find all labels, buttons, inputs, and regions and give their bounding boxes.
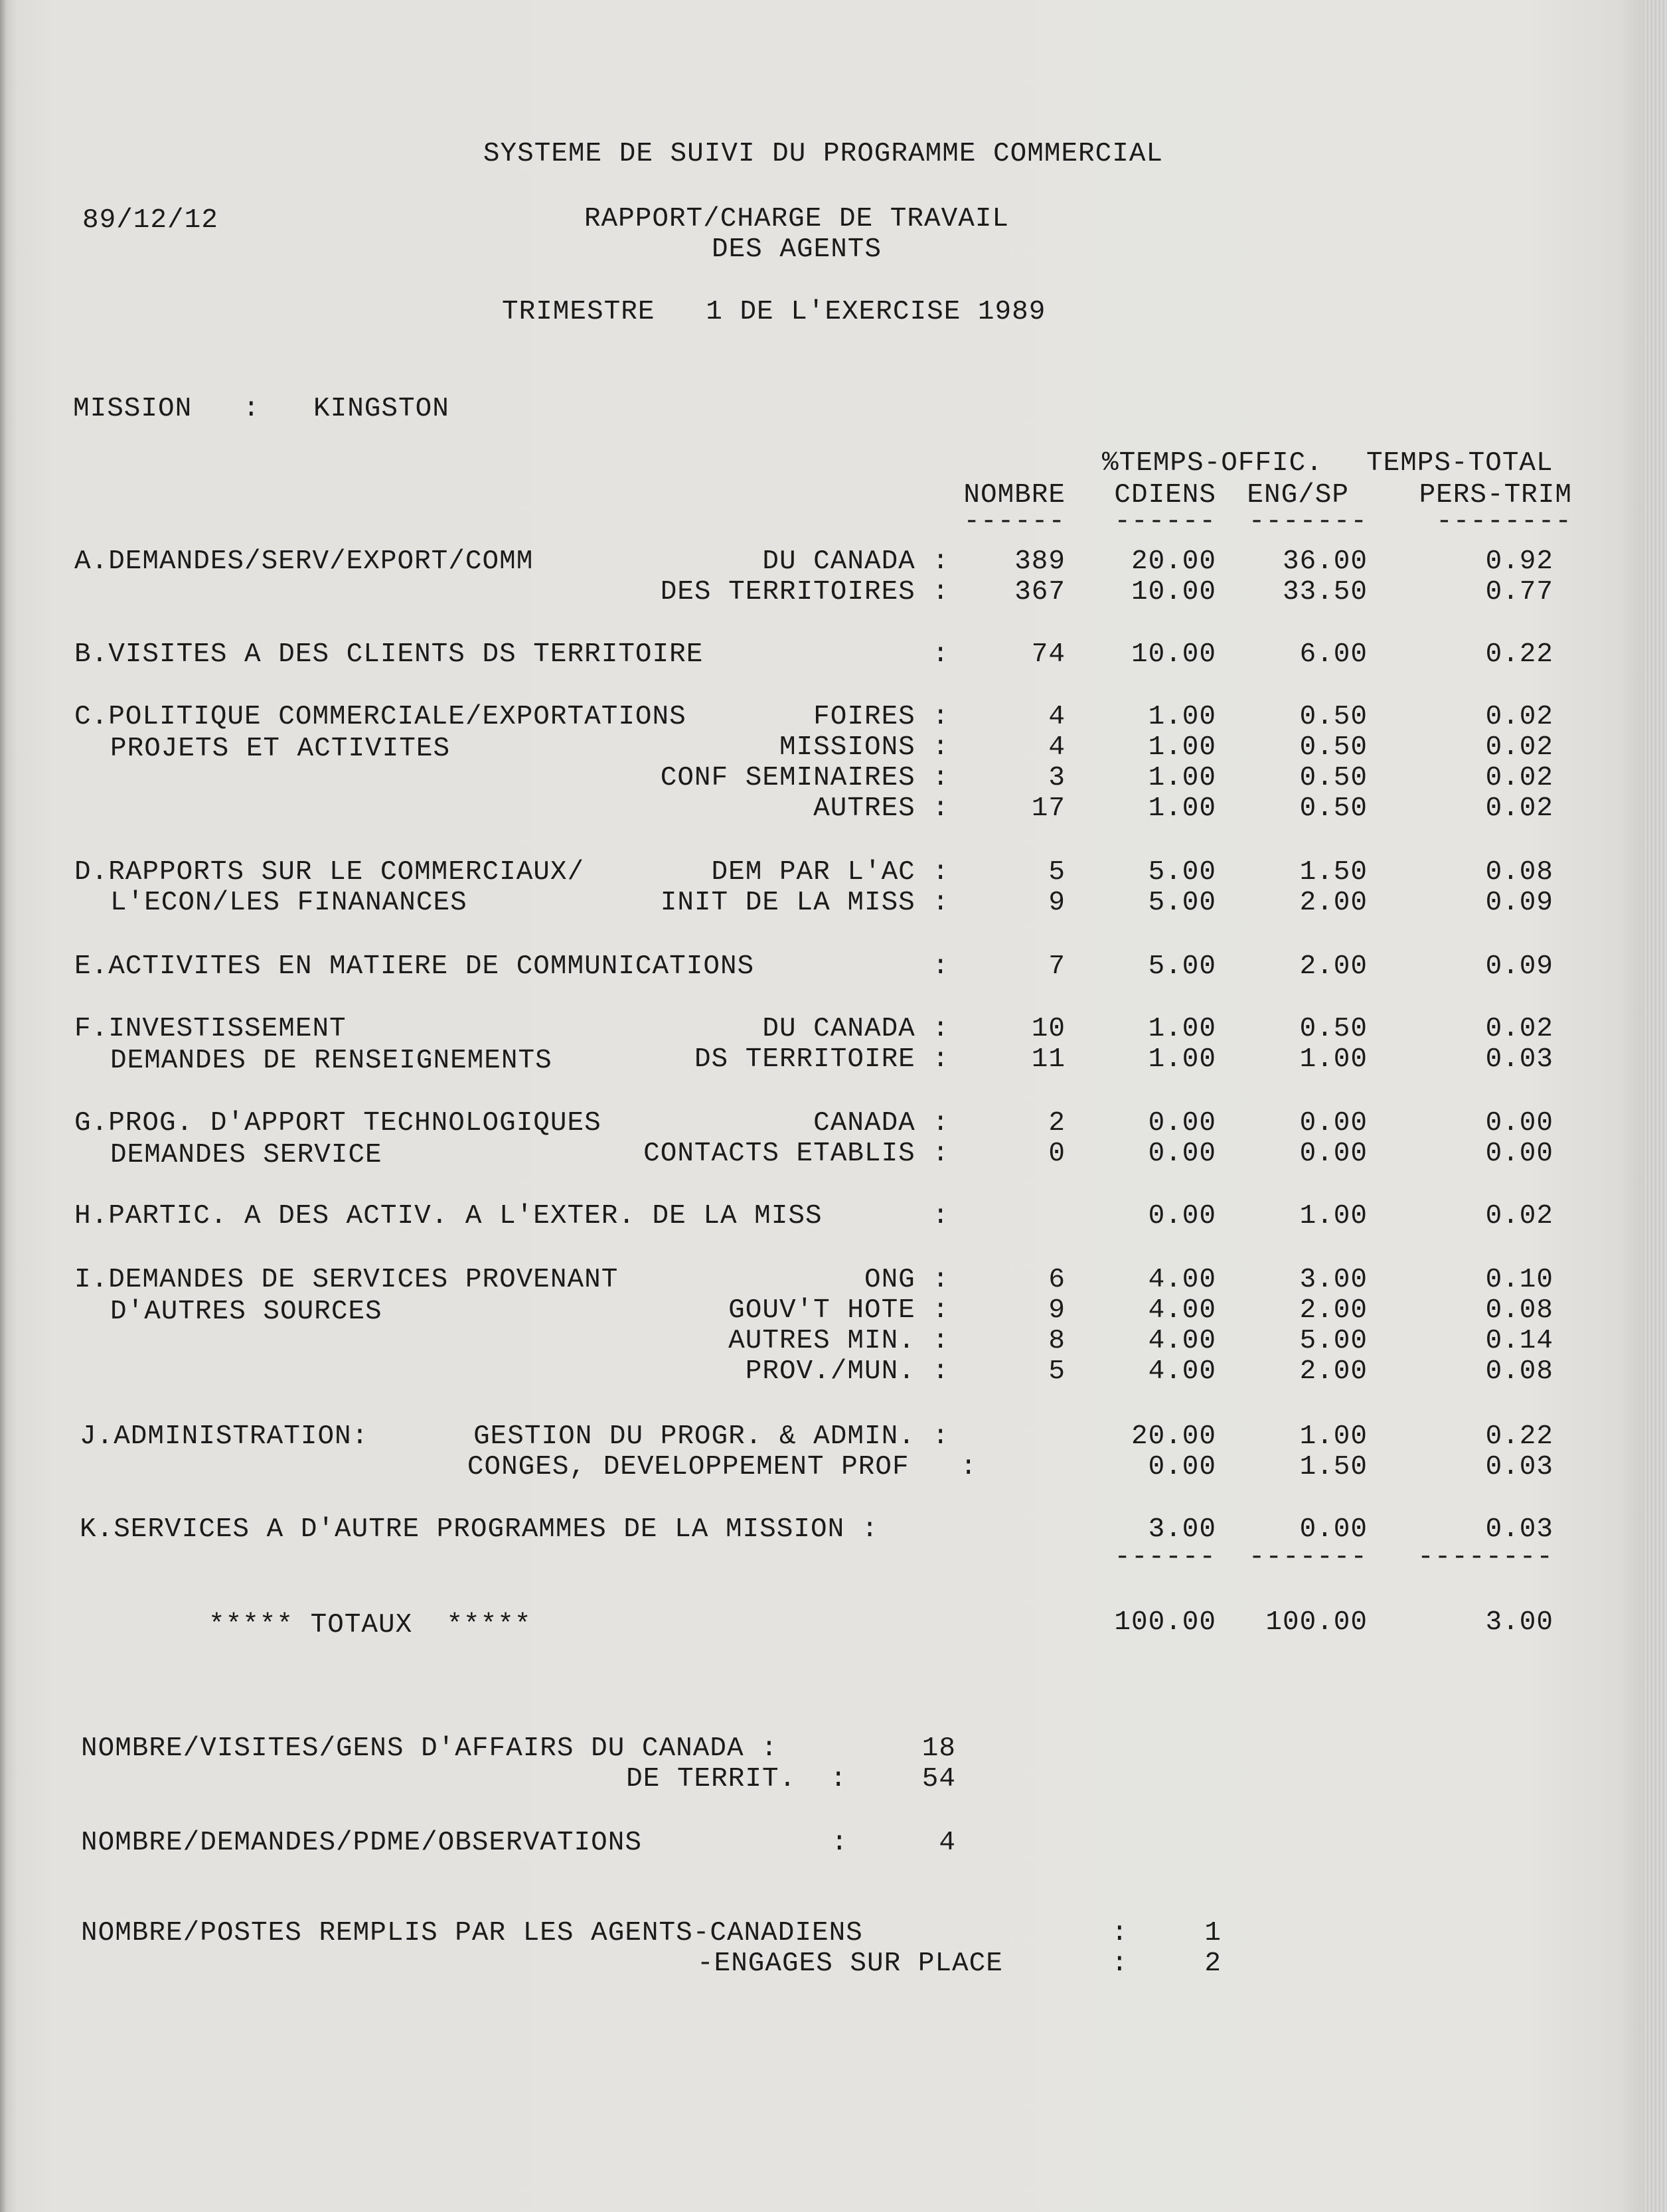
mission-label: MISSION : xyxy=(73,394,260,424)
section-a-row-1-sub: DU CANADA : xyxy=(762,546,949,577)
section-j-row-1-pers: 0.22 xyxy=(1485,1421,1553,1452)
section-i-row-3-pers: 0.14 xyxy=(1485,1326,1553,1356)
section-k-row-1-pers: 0.03 xyxy=(1485,1514,1553,1545)
section-c-row-1-cdiens: 1.00 xyxy=(1148,702,1216,732)
section-c-row-1-eng: 0.50 xyxy=(1299,702,1368,732)
footer-postes-colon: : xyxy=(1111,1918,1129,1948)
section-i-row-1-eng: 3.00 xyxy=(1299,1265,1368,1295)
section-c-row-3-cdiens: 1.00 xyxy=(1148,763,1216,793)
section-c-row-3-sub: CONF SEMINAIRES : xyxy=(660,763,949,793)
section-j-row-2-pers: 0.03 xyxy=(1485,1452,1553,1482)
footer-engages-value: 2 xyxy=(1204,1948,1222,1979)
section-c-row-1-pers: 0.02 xyxy=(1485,702,1553,732)
section-f-label-2: DEMANDES DE RENSEIGNEMENTS xyxy=(110,1046,552,1076)
section-a-row-2-cdiens: 10.00 xyxy=(1131,577,1216,607)
section-c-row-4-sub: AUTRES : xyxy=(813,793,949,824)
col-header-pers-trim: PERS-TRIM xyxy=(1419,480,1572,511)
section-c-row-2-nombre: 4 xyxy=(1048,732,1066,763)
section-d-row-2-sub: INIT DE LA MISS : xyxy=(660,888,949,918)
section-c-row-2-sub: MISSIONS : xyxy=(779,732,949,763)
section-d-row-1-pers: 0.08 xyxy=(1485,857,1553,888)
section-i-row-3-cdiens: 4.00 xyxy=(1148,1326,1216,1356)
section-f-row-1-pers: 0.02 xyxy=(1485,1014,1553,1044)
section-e-row-1-sub: : xyxy=(932,951,949,982)
section-e-row-1-pers: 0.09 xyxy=(1485,951,1553,982)
section-d-row-2-eng: 2.00 xyxy=(1299,888,1368,918)
section-k-label: K.SERVICES A D'AUTRE PROGRAMMES DE LA MISSION : xyxy=(80,1514,879,1545)
section-e-row-1-nombre: 7 xyxy=(1048,951,1066,982)
section-c-row-4-cdiens: 1.00 xyxy=(1148,793,1216,824)
section-c-row-3-eng: 0.50 xyxy=(1299,763,1368,793)
period-line: TRIMESTRE 1 DE L'EXERCISE 1989 xyxy=(502,297,1046,327)
section-k-row-1-eng: 0.00 xyxy=(1299,1514,1368,1545)
report-title-line-2: DES AGENTS xyxy=(711,234,882,265)
section-b-row-1-eng: 6.00 xyxy=(1299,639,1368,670)
col-header-nombre: NOMBRE xyxy=(963,480,1066,511)
section-c-row-1-sub: FOIRES : xyxy=(813,702,949,732)
col-rule-nombre: ------ xyxy=(963,507,1066,537)
section-d-row-2-pers: 0.09 xyxy=(1485,888,1553,918)
system-title: SYSTEME DE SUIVI DU PROGRAMME COMMERCIAL xyxy=(483,139,1164,169)
section-i-row-2-pers: 0.08 xyxy=(1485,1295,1553,1326)
section-i-row-1-cdiens: 4.00 xyxy=(1148,1265,1216,1295)
section-a-row-2-sub: DES TERRITOIRES : xyxy=(660,577,949,607)
section-j-row-1-sub: GESTION DU PROGR. & ADMIN. : xyxy=(473,1421,949,1452)
section-g-label-2: DEMANDES SERVICE xyxy=(110,1140,382,1170)
section-f-row-1-eng: 0.50 xyxy=(1299,1014,1368,1044)
section-b-label: B.VISITES A DES CLIENTS DS TERRITOIRE xyxy=(74,639,704,670)
section-f-row-1-sub: DU CANADA : xyxy=(762,1014,949,1044)
section-h-label: H.PARTIC. A DES ACTIV. A L'EXTER. DE LA MISS xyxy=(74,1201,823,1231)
footer-territ-label: DE TERRIT. : xyxy=(626,1764,847,1794)
totals-rule-cdiens: ------ xyxy=(1114,1542,1216,1573)
footer-pdme-colon: : xyxy=(831,1828,848,1858)
col-header-cdiens: CDIENS xyxy=(1114,480,1216,511)
report-date: 89/12/12 xyxy=(82,205,218,236)
section-b-row-1-pers: 0.22 xyxy=(1485,639,1553,670)
section-i-row-4-sub: PROV./MUN. : xyxy=(745,1356,949,1387)
section-k-row-1-cdiens: 3.00 xyxy=(1148,1514,1216,1545)
section-i-row-2-cdiens: 4.00 xyxy=(1148,1295,1216,1326)
footer-visites-label: NOMBRE/VISITES/GENS D'AFFAIRS DU CANADA : xyxy=(81,1733,778,1764)
section-g-label: G.PROG. D'APPORT TECHNOLOGIQUES xyxy=(74,1108,601,1139)
section-j-row-1-eng: 1.00 xyxy=(1299,1421,1368,1452)
section-a-label: A.DEMANDES/SERV/EXPORT/COMM xyxy=(74,546,534,577)
report-title-line-1: RAPPORT/CHARGE DE TRAVAIL xyxy=(584,204,1010,234)
section-i-row-2-sub: GOUV'T HOTE : xyxy=(728,1295,949,1326)
section-a-row-2-pers: 0.77 xyxy=(1485,577,1553,607)
section-a-row-1-cdiens: 20.00 xyxy=(1131,546,1216,577)
col-group-header-temps-offic: %TEMPS-OFFIC. xyxy=(1102,448,1323,479)
footer-pdme-label: NOMBRE/DEMANDES/PDME/OBSERVATIONS xyxy=(81,1828,642,1858)
section-g-row-1-cdiens: 0.00 xyxy=(1148,1108,1216,1139)
section-c-row-2-eng: 0.50 xyxy=(1299,732,1368,763)
totals-rule-pers: -------- xyxy=(1417,1542,1553,1573)
section-g-row-2-nombre: 0 xyxy=(1048,1139,1066,1169)
section-i-row-1-nombre: 6 xyxy=(1048,1265,1066,1295)
section-j-label: J.ADMINISTRATION: xyxy=(80,1421,369,1452)
section-d-label: D.RAPPORTS SUR LE COMMERCIAUX/ xyxy=(74,857,585,888)
section-d-row-1-nombre: 5 xyxy=(1048,857,1066,888)
section-j-row-2-cdiens: 0.00 xyxy=(1148,1452,1216,1482)
section-f-row-1-nombre: 10 xyxy=(1031,1014,1066,1044)
totals-eng: 100.00 xyxy=(1265,1607,1368,1638)
section-i-label-2: D'AUTRES SOURCES xyxy=(110,1297,382,1327)
section-d-row-1-eng: 1.50 xyxy=(1299,857,1368,888)
footer-engages-colon: : xyxy=(1111,1948,1129,1979)
section-j-row-2-sub: CONGES, DEVELOPPEMENT PROF : xyxy=(467,1452,977,1482)
mission-value: KINGSTON xyxy=(313,394,449,424)
section-b-row-1-sub: : xyxy=(932,639,949,670)
section-e-label: E.ACTIVITES EN MATIERE DE COMMUNICATIONS xyxy=(74,951,755,982)
section-g-row-1-pers: 0.00 xyxy=(1485,1108,1553,1139)
col-group-header-temps-total: TEMPS-TOTAL xyxy=(1366,448,1553,479)
section-a-row-1-eng: 36.00 xyxy=(1282,546,1368,577)
section-g-row-2-pers: 0.00 xyxy=(1485,1139,1553,1169)
section-j-row-2-eng: 1.50 xyxy=(1299,1452,1368,1482)
footer-territ-value: 54 xyxy=(921,1764,956,1794)
totals-rule-eng: ------- xyxy=(1248,1542,1368,1573)
totals-cdiens: 100.00 xyxy=(1114,1607,1216,1638)
col-rule-eng-sp: ------- xyxy=(1248,507,1368,537)
section-c-label-2: PROJETS ET ACTIVITES xyxy=(110,734,451,764)
footer-engages-label: -ENGAGES SUR PLACE xyxy=(697,1948,1003,1979)
section-h-row-1-cdiens: 0.00 xyxy=(1148,1201,1216,1231)
section-i-row-3-nombre: 8 xyxy=(1048,1326,1066,1356)
section-c-row-4-nombre: 17 xyxy=(1031,793,1066,824)
page-stack-edge xyxy=(1642,0,1667,2212)
col-header-eng-sp: ENG/SP xyxy=(1247,480,1349,511)
totals-label: ***** TOTAUX ***** xyxy=(208,1610,532,1640)
col-rule-pers-trim: -------- xyxy=(1436,507,1572,537)
section-g-row-2-eng: 0.00 xyxy=(1299,1139,1368,1169)
section-i-row-4-nombre: 5 xyxy=(1048,1356,1066,1387)
section-c-row-4-pers: 0.02 xyxy=(1485,793,1553,824)
section-g-row-2-cdiens: 0.00 xyxy=(1148,1139,1216,1169)
section-i-row-1-sub: ONG : xyxy=(864,1265,949,1295)
section-d-row-1-cdiens: 5.00 xyxy=(1148,857,1216,888)
section-i-row-4-cdiens: 4.00 xyxy=(1148,1356,1216,1387)
section-h-row-1-eng: 1.00 xyxy=(1299,1201,1368,1231)
section-f-label: F.INVESTISSEMENT xyxy=(74,1014,347,1044)
section-a-row-1-nombre: 389 xyxy=(1014,546,1066,577)
section-c-row-2-cdiens: 1.00 xyxy=(1148,732,1216,763)
totals-pers: 3.00 xyxy=(1485,1607,1553,1638)
section-c-label: C.POLITIQUE COMMERCIALE/EXPORTATIONS xyxy=(74,702,686,732)
section-i-row-4-eng: 2.00 xyxy=(1299,1356,1368,1387)
section-d-row-1-sub: DEM PAR L'AC : xyxy=(711,857,949,888)
section-b-row-1-cdiens: 10.00 xyxy=(1131,639,1216,670)
section-f-row-2-nombre: 11 xyxy=(1031,1044,1066,1075)
section-f-row-2-eng: 1.00 xyxy=(1299,1044,1368,1075)
section-i-row-2-nombre: 9 xyxy=(1048,1295,1066,1326)
section-d-row-2-nombre: 9 xyxy=(1048,888,1066,918)
footer-postes-value: 1 xyxy=(1204,1918,1222,1948)
section-g-row-1-nombre: 2 xyxy=(1048,1108,1066,1139)
section-g-row-1-eng: 0.00 xyxy=(1299,1108,1368,1139)
section-c-row-2-pers: 0.02 xyxy=(1485,732,1553,763)
section-c-row-3-pers: 0.02 xyxy=(1485,763,1553,793)
section-i-row-2-eng: 2.00 xyxy=(1299,1295,1368,1326)
section-f-row-2-pers: 0.03 xyxy=(1485,1044,1553,1075)
section-e-row-1-eng: 2.00 xyxy=(1299,951,1368,982)
section-d-row-2-cdiens: 5.00 xyxy=(1148,888,1216,918)
section-i-row-1-pers: 0.10 xyxy=(1485,1265,1553,1295)
footer-pdme-value: 4 xyxy=(939,1828,956,1858)
section-i-row-3-sub: AUTRES MIN. : xyxy=(728,1326,949,1356)
section-i-label: I.DEMANDES DE SERVICES PROVENANT xyxy=(74,1265,619,1295)
section-e-row-1-cdiens: 5.00 xyxy=(1148,951,1216,982)
section-g-row-2-sub: CONTACTS ETABLIS : xyxy=(643,1139,949,1169)
section-d-label-2: L'ECON/LES FINANANCES xyxy=(110,888,467,918)
col-rule-cdiens: ------ xyxy=(1114,507,1216,537)
footer-postes-label: NOMBRE/POSTES REMPLIS PAR LES AGENTS-CANADIENS xyxy=(81,1918,863,1948)
section-h-row-1-pers: 0.02 xyxy=(1485,1201,1553,1231)
section-f-row-2-cdiens: 1.00 xyxy=(1148,1044,1216,1075)
section-h-row-1-sub: : xyxy=(932,1201,949,1231)
section-c-row-3-nombre: 3 xyxy=(1048,763,1066,793)
section-b-row-1-nombre: 74 xyxy=(1031,639,1066,670)
section-a-row-2-nombre: 367 xyxy=(1014,577,1066,607)
section-i-row-3-eng: 5.00 xyxy=(1299,1326,1368,1356)
section-g-row-1-sub: CANADA : xyxy=(813,1108,949,1139)
section-a-row-2-eng: 33.50 xyxy=(1282,577,1368,607)
section-j-row-1-cdiens: 20.00 xyxy=(1131,1421,1216,1452)
section-a-row-1-pers: 0.92 xyxy=(1485,546,1553,577)
footer-visites-value: 18 xyxy=(921,1733,956,1764)
section-c-row-4-eng: 0.50 xyxy=(1299,793,1368,824)
section-c-row-1-nombre: 4 xyxy=(1048,702,1066,732)
section-i-row-4-pers: 0.08 xyxy=(1485,1356,1553,1387)
section-f-row-2-sub: DS TERRITOIRE : xyxy=(694,1044,949,1075)
section-f-row-1-cdiens: 1.00 xyxy=(1148,1014,1216,1044)
